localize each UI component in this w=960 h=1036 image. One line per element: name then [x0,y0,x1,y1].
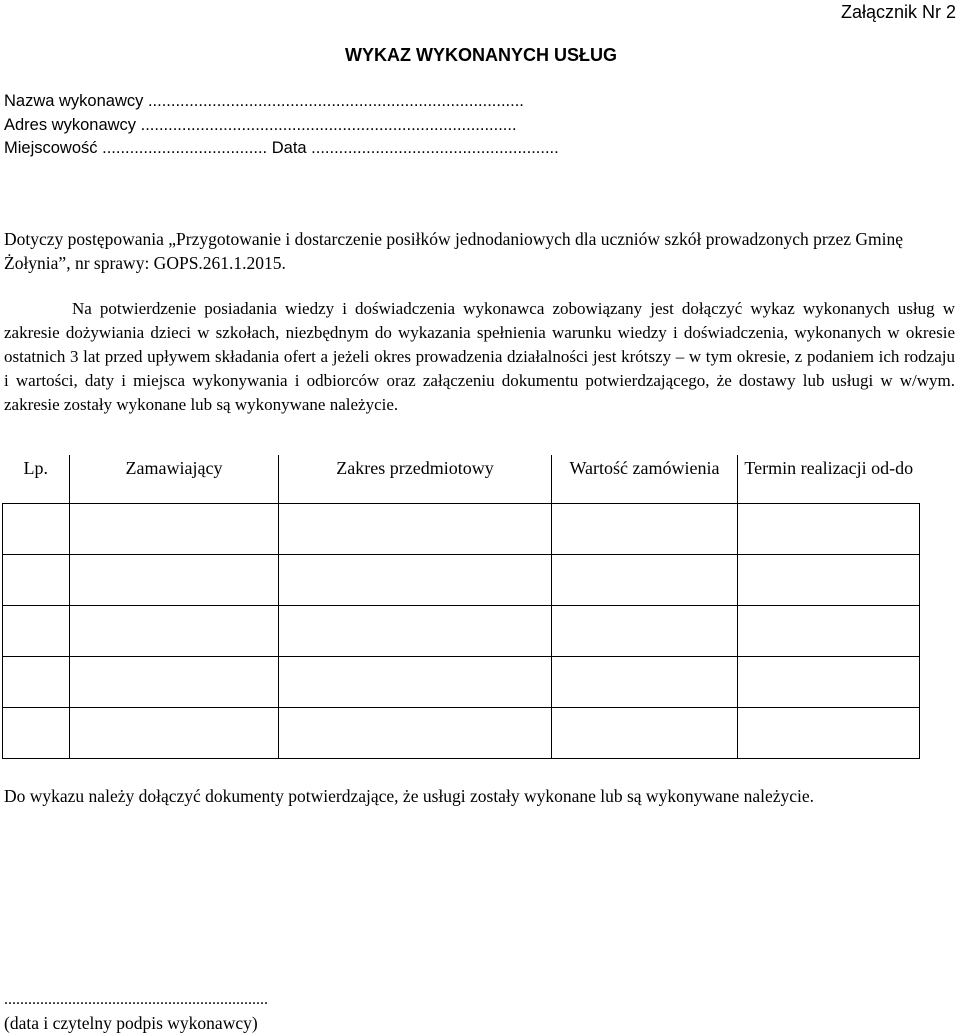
table-cell[interactable] [552,657,738,708]
contractor-name-field: Nazwa wykonawcy .................................................................................. [4,92,524,110]
footer-note: Do wykazu należy dołączyć dokumenty potwierdzające, że usługi zostały wykonane lub są wykonywane należycie. [4,786,815,806]
header-cell-client: Zamawiający [70,455,279,504]
header-cell-scope: Zakres przedmiotowy [279,455,552,504]
table-cell[interactable] [552,504,738,555]
place-date-field: Miejscowość .................................... Data ...................................................... [4,139,559,157]
header-cell-value: Wartość zamówienia [552,455,738,504]
table-cell[interactable] [3,606,70,657]
signature-line: .................................................................. [4,991,268,1008]
table-cell[interactable] [3,555,70,606]
header-cell-term: Termin realizacji od-do [738,455,920,504]
table-cell[interactable] [70,657,279,708]
table-row [3,657,920,708]
table-cell[interactable] [738,657,920,708]
table-cell[interactable] [738,555,920,606]
table-cell[interactable] [279,657,552,708]
table-row [3,606,920,657]
table-cell[interactable] [3,504,70,555]
table-cell[interactable] [3,657,70,708]
table-cell[interactable] [552,606,738,657]
table-cell[interactable] [552,555,738,606]
table-cell[interactable] [738,504,920,555]
table-row [3,708,920,759]
services-table [2,455,920,759]
table-cell[interactable] [70,555,279,606]
table-cell[interactable] [738,708,920,759]
contractor-address-field: Adres wykonawcy .................................................................................. [4,116,517,134]
table-cell[interactable] [279,606,552,657]
attachment-label: Załącznik Nr 2 [840,2,956,22]
table-cell[interactable] [70,606,279,657]
table-header-row [3,455,920,504]
header-cell-lp: Lp. [3,455,70,504]
document-title-text: WYKAZ WYKONANYCH USŁUG [345,45,617,65]
table-row [3,555,920,606]
table-cell[interactable] [279,555,552,606]
table-cell[interactable] [279,708,552,759]
table-cell[interactable] [3,708,70,759]
subject-paragraph: Dotyczy postępowania „Przygotowanie i dostarczenie posiłków jednodaniowych dla uczniów szkół prowadzonych przez Gminę Żołynia”, nr sprawy: GOPS.261.1.2015. [4,229,904,273]
intro-paragraph: Na potwierdzenie posiadania wiedzy i doświadczenia wykonawca zobowiązany jest dołączyć wykaz wykonanych usług w zakresie dożywiania dzieci w szkołach, niezbędnym do wykazania spełnienia warunku wiedzy i doświadczenia, wykonanych w okresie ostatnich 3 lat przed upływem składania ofert a jeżeli okres prowadzenia działalności jest krótszy – w tym okresie, z podaniem ich rodzaju i wartości, daty i miejsca wykonywania i odbiorców oraz załączeniu dokumentu potwierdzającego, że dostawy lub usługi w w/wym. zakresie zostały wykonane lub są wykonywane należycie. [4,299,955,414]
signature-label: (data i czytelny podpis wykonawcy) [4,1013,258,1033]
table-cell[interactable] [738,606,920,657]
table-cell[interactable] [552,708,738,759]
document-title [0,43,960,67]
table-row [3,504,920,555]
table-cell[interactable] [70,708,279,759]
table-cell[interactable] [279,504,552,555]
table-cell[interactable] [70,504,279,555]
